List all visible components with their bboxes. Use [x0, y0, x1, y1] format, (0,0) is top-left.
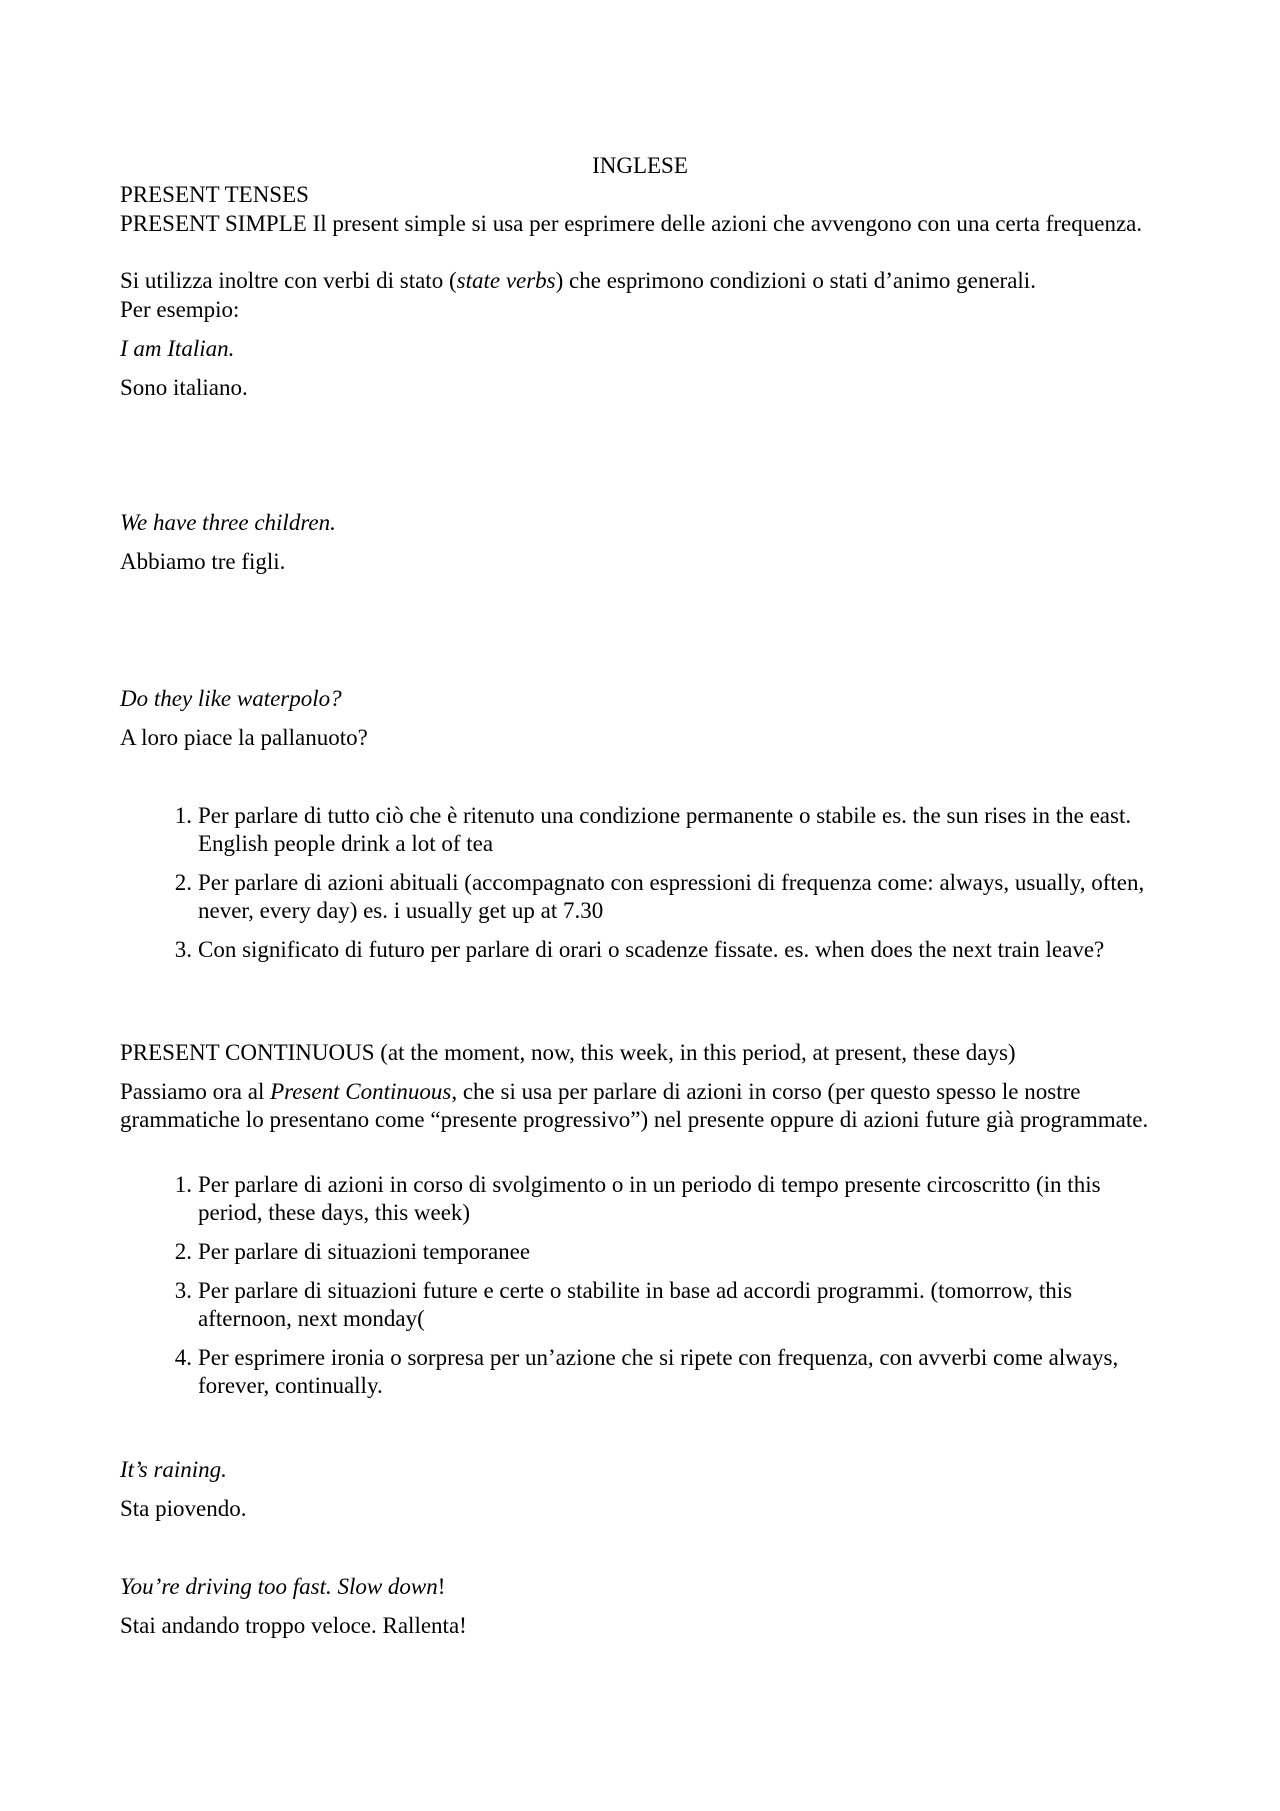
list-item — [120, 1238, 1170, 1266]
present-continuous-intro-pre: Passiamo ora al — [120, 1079, 271, 1104]
list-item — [120, 869, 1170, 925]
present-continuous-term: Present Continuous — [270, 1079, 452, 1104]
present-simple-heading: PRESENT SIMPLE — [120, 211, 307, 236]
list-item-number: 1. — [174, 1172, 192, 1197]
example-english: It’s raining. — [120, 1457, 227, 1482]
list-item — [120, 936, 1170, 964]
list-item-number: 3. — [174, 937, 192, 962]
example-lead: Per esempio: — [120, 297, 240, 322]
state-verbs-term: state verbs — [456, 268, 556, 293]
present-simple-intro-text: Il present simple si usa per esprimere delle azioni che avvengono con una certa frequenza. — [306, 211, 1143, 236]
example-italian: Abbiamo tre figli. — [120, 549, 286, 574]
list-item-number: 1. — [174, 803, 192, 828]
example-english: We have three children. — [120, 510, 336, 535]
list-item-number: 3. — [174, 1278, 192, 1303]
example-italian: A loro piace la pallanuoto? — [120, 725, 368, 750]
list-item-number: 2. — [174, 1239, 192, 1264]
state-verbs-pre: Si utilizza inoltre con verbi di stato ( — [120, 268, 457, 293]
section-heading-present-tenses: PRESENT TENSES — [120, 182, 309, 207]
list-item-text: Per esprimere ironia o sorpresa per un’azione che si ripete con frequenza, con avverbi come always, forever, continually. — [198, 1345, 1119, 1398]
present-continuous-intro-post: , che si usa per parlare di azioni in corso (per questo spesso le nostre grammatiche lo presentano come “presente progressivo”) nel presente oppure di azioni future già programmate. — [120, 1079, 1149, 1132]
example-english-tail: ! — [437, 1574, 446, 1599]
document-title: INGLESE — [592, 153, 688, 178]
list-item-text: Per parlare di situazioni temporanee — [198, 1239, 531, 1264]
list-item-text: Con significato di futuro per parlare di orari o scadenze fissate. es. when does the next train leave? — [198, 937, 1105, 962]
present-continuous-intro — [120, 1078, 1170, 1134]
present-simple-intro — [120, 210, 1170, 238]
list-item — [120, 1344, 1170, 1400]
example-italian: Stai andando troppo veloce. Rallenta! — [120, 1613, 467, 1638]
example-italian: Sono italiano. — [120, 375, 248, 400]
present-simple-uses-list — [120, 802, 1170, 964]
example-english — [120, 1573, 1170, 1601]
list-item-number: 4. — [174, 1345, 192, 1370]
list-item-text: Per parlare di tutto ciò che è ritenuto una condizione permanente o stabile es. the sun rises in the east. English people drink a lot of tea — [198, 803, 1132, 856]
state-verbs-post: ) che esprimono condizioni o stati d’animo generali. — [555, 268, 1036, 293]
example-english: Do they like waterpolo? — [120, 686, 342, 711]
list-item — [120, 802, 1170, 858]
example-english: I am Italian. — [120, 336, 235, 361]
example-english-italic: You’re driving too fast. Slow down — [120, 1574, 438, 1599]
list-item-number: 2. — [174, 870, 192, 895]
present-continuous-uses-list — [120, 1171, 1170, 1400]
list-item — [120, 1277, 1170, 1333]
list-item-text: Per parlare di azioni in corso di svolgimento o in un periodo di tempo presente circoscritto (in this period, these days, this week) — [198, 1172, 1101, 1225]
list-item — [120, 1171, 1170, 1227]
state-verbs-sentence — [120, 267, 1170, 295]
list-item-text: Per parlare di azioni abituali (accompagnato con espressioni di frequenza come: always, usually, often, never, every day) es. i usually get up at 7.30 — [198, 870, 1145, 923]
example-italian: Sta piovendo. — [120, 1496, 247, 1521]
present-continuous-heading: PRESENT CONTINUOUS (at the moment, now, this week, in this period, at present, these days) — [120, 1040, 1016, 1065]
list-item-text: Per parlare di situazioni future e certe o stabilite in base ad accordi programmi. (tomorrow, this afternoon, next monday( — [198, 1278, 1073, 1331]
